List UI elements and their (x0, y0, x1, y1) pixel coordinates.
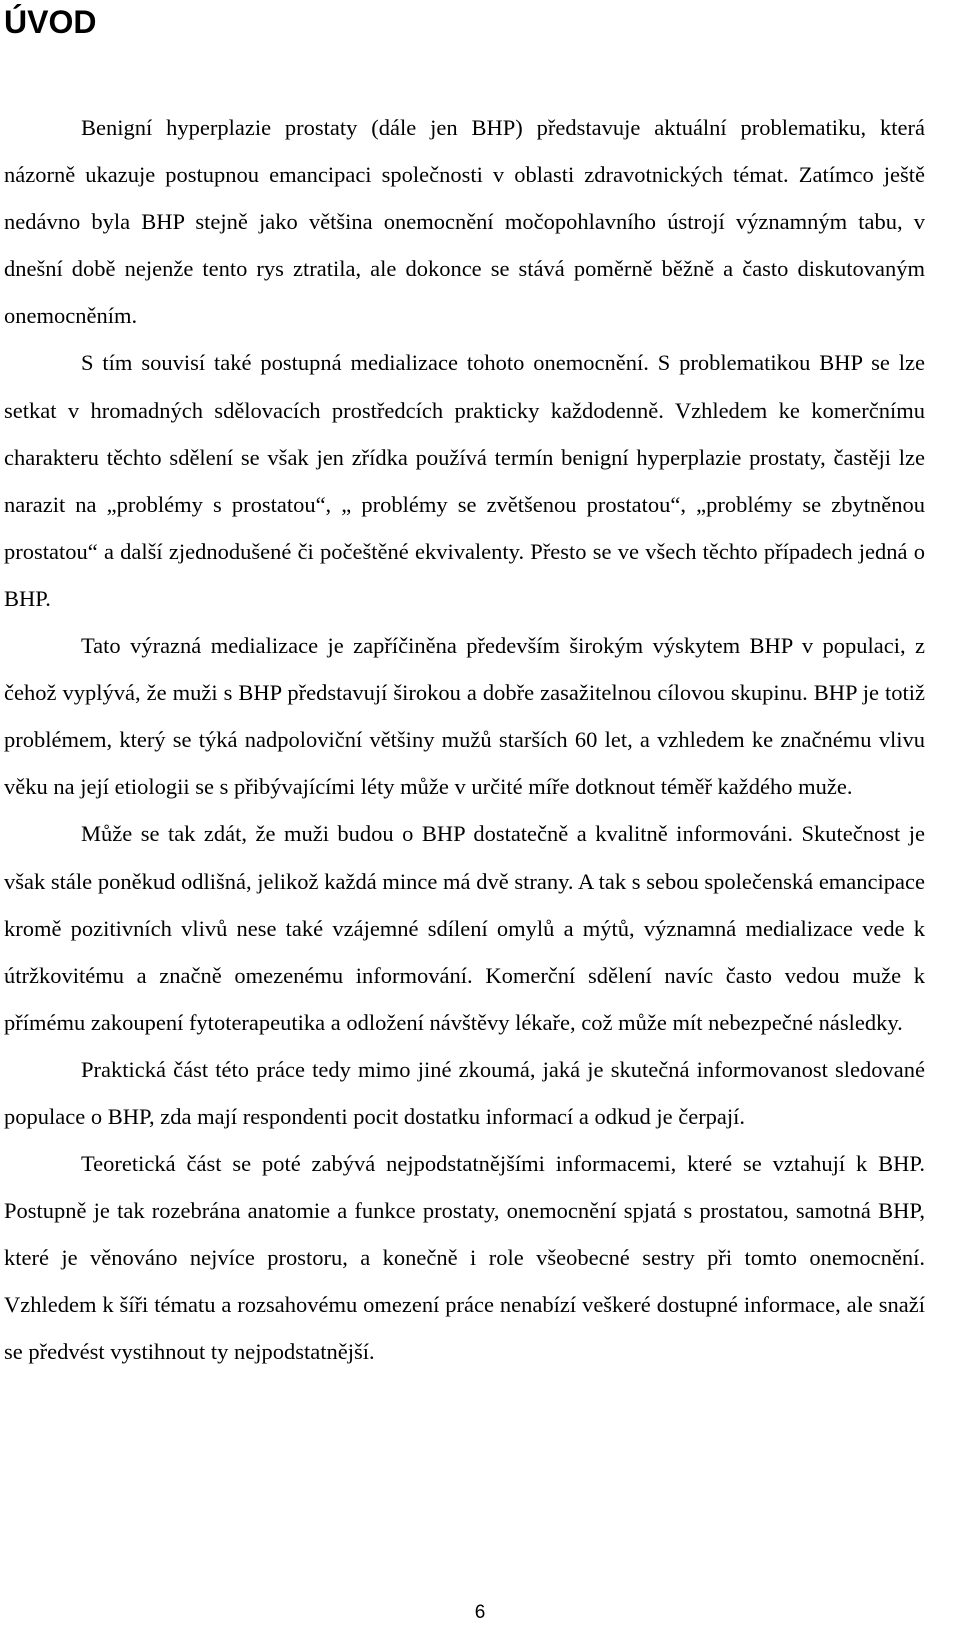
page-number: 6 (474, 1602, 486, 1623)
chapter-heading: ÚVOD (4, 4, 97, 40)
paragraph-6: Teoretická část se poté zabývá nejpodstatnějšími informacemi, které se vztahují k BHP. Postupně je tak rozebrána anatomie a funkce prostaty, onemocnění spjatá s prostatou, samotná BHP, které je věnováno nejvíce prostoru, a konečně i role všeobecné sestry při tomto onemocnění. Vzhledem k šíři tématu a rozsahovému omezení práce nenabízí veškeré dostupné informace, ale snaží se předvést vystihnout ty nejpodstatnější. (4, 1151, 925, 1365)
paragraph-4: Může se tak zdát, že muži budou o BHP dostatečně a kvalitně informováni. Skutečnost je však stále poněkud odlišná, jelikož každá mince má dvě strany. A tak s sebou společenská emancipace kromě pozitivních vlivů nese také vzájemné sdílení omylů a mýtů, významná medializace vede k útržkovitému a značně omezenému informování. Komerční sdělení navíc často vedou muže k přímému zakoupení fytoterapeutika a odložení návštěvy lékaře, což může mít nebezpečné následky. (4, 821, 925, 1035)
paragraph-3: Tato výrazná medializace je zapříčiněna především širokým výskytem BHP v populaci, z čehož vyplývá, že muži s BHP představují širokou a dobře zasažitelnou cílovou skupinu. BHP je totiž problémem, který se týká nadpoloviční většiny mužů starších 60 let, a vzhledem ke značnému vlivu věku na její etiologii se s přibývajícími léty může v určité míře dotknout téměř každého muže. (4, 633, 925, 800)
paragraph-5: Praktická část této práce tedy mimo jiné zkoumá, jaká je skutečná informovanost sledované populace o BHP, zda mají respondenti pocit dostatku informací a odkud je čerpají. (4, 1056, 925, 1129)
paragraph-1: Benigní hyperplazie prostaty (dále jen BHP) představuje aktuální problematiku, která názorně ukazuje postupnou emancipaci společnosti v oblasti zdravotnických témat. Zatímco ještě nedávno byla BHP stejně jako většina onemocnění močopohlavního ústrojí významným tabu, v dnešní době nejenže tento rys ztratila, ale dokonce se stává poměrně běžně a často diskutovaným onemocněním. (4, 115, 925, 329)
body-text (4, 104, 925, 1376)
paragraph-2: S tím souvisí také postupná medializace tohoto onemocnění. S problematikou BHP se lze setkat v hromadných sdělovacích prostředcích prakticky každodenně. Vzhledem ke komerčnímu charakteru těchto sdělení se však jen zřídka používá termín benigní hyperplazie prostaty, častěji lze narazit na „problémy s prostatou“, „ problémy se zvětšenou prostatou“, „problémy se zbytněnou prostatou“ a další zjednodušené či počeštěné ekvivalenty. Přesto se ve všech těchto případech jedná o BHP. (4, 350, 925, 611)
